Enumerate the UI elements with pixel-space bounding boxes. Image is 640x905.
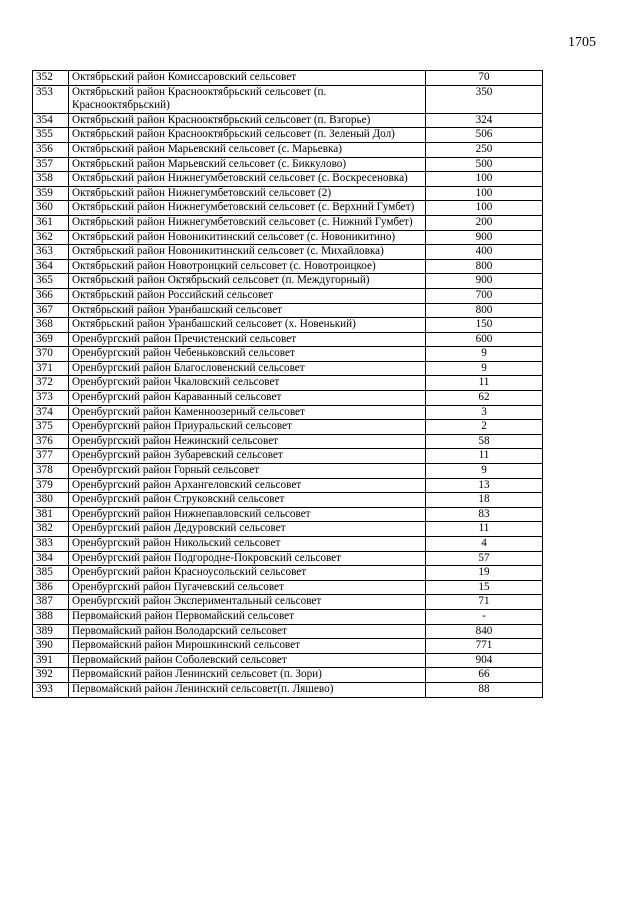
row-number-cell: 370 (33, 347, 69, 362)
row-name-cell: Первомайский район Ленинский сельсовет (п. Зори) (69, 668, 426, 683)
table-row (33, 288, 543, 303)
table-row (33, 551, 543, 566)
row-value-cell: 324 (426, 113, 543, 128)
row-name-cell: Оренбургский район Зубаревский сельсовет (69, 449, 426, 464)
table-row (33, 303, 543, 318)
table-row (33, 624, 543, 639)
row-name-cell: Оренбургский район Пугачевский сельсовет (69, 580, 426, 595)
row-value-cell: 2 (426, 420, 543, 435)
row-value-cell: 3 (426, 405, 543, 420)
row-value-cell: 19 (426, 566, 543, 581)
row-name-cell: Октябрьский район Новотроицкий сельсовет (с. Новотроицкое) (69, 259, 426, 274)
row-name-cell: Октябрьский район Новоникитинский сельсовет (с. Новоникитино) (69, 230, 426, 245)
row-name-cell: Оренбургский район Никольский сельсовет (69, 537, 426, 552)
row-value-cell: 250 (426, 142, 543, 157)
table-row (33, 376, 543, 391)
row-number-cell: 367 (33, 303, 69, 318)
row-number-cell: 377 (33, 449, 69, 464)
table-row (33, 230, 543, 245)
row-name-cell: Октябрьский район Российский сельсовет (69, 288, 426, 303)
row-number-cell: 379 (33, 478, 69, 493)
table-row (33, 639, 543, 654)
row-name-cell: Оренбургский район Красноусольский сельсовет (69, 566, 426, 581)
row-value-cell: 9 (426, 361, 543, 376)
table-row (33, 201, 543, 216)
table-row (33, 391, 543, 406)
row-name-cell: Октябрьский район Новоникитинский сельсовет (с. Михайловка) (69, 245, 426, 260)
row-value-cell: 88 (426, 682, 543, 697)
table-row (33, 318, 543, 333)
table-row (33, 274, 543, 289)
row-number-cell: 393 (33, 682, 69, 697)
row-name-cell: Оренбургский район Пречистенский сельсовет (69, 332, 426, 347)
row-name-cell: Оренбургский район Каменноозерный сельсовет (69, 405, 426, 420)
row-number-cell: 390 (33, 639, 69, 654)
row-value-cell: 13 (426, 478, 543, 493)
row-name-cell: Оренбургский район Благословенский сельсовет (69, 361, 426, 376)
row-value-cell: 15 (426, 580, 543, 595)
row-name-cell: Октябрьский район Октябрьский сельсовет (п. Междугорный) (69, 274, 426, 289)
table-row (33, 142, 543, 157)
row-value-cell: 700 (426, 288, 543, 303)
row-number-cell: 374 (33, 405, 69, 420)
row-number-cell: 385 (33, 566, 69, 581)
row-value-cell: 100 (426, 172, 543, 187)
row-number-cell: 380 (33, 493, 69, 508)
row-name-cell: Оренбургский район Нижнепавловский сельсовет (69, 507, 426, 522)
table-row (33, 507, 543, 522)
row-value-cell: 11 (426, 522, 543, 537)
row-value-cell: 9 (426, 347, 543, 362)
row-number-cell: 375 (33, 420, 69, 435)
row-number-cell: 356 (33, 142, 69, 157)
row-name-cell: Октябрьский район Марьевский сельсовет (с. Марьевка) (69, 142, 426, 157)
row-number-cell: 383 (33, 537, 69, 552)
row-value-cell: 11 (426, 376, 543, 391)
row-name-cell: Октябрьский район Нижнегумбетовский сельсовет (с. Нижний Гумбет) (69, 215, 426, 230)
table-row (33, 215, 543, 230)
table-row (33, 609, 543, 624)
table-row (33, 347, 543, 362)
row-value-cell: 71 (426, 595, 543, 610)
row-number-cell: 372 (33, 376, 69, 391)
row-name-cell: Первомайский район Соболевский сельсовет (69, 653, 426, 668)
row-value-cell: 57 (426, 551, 543, 566)
row-value-cell: 900 (426, 230, 543, 245)
row-number-cell: 361 (33, 215, 69, 230)
row-number-cell: 353 (33, 85, 69, 113)
table-row (33, 245, 543, 260)
row-number-cell: 391 (33, 653, 69, 668)
row-value-cell: 18 (426, 493, 543, 508)
row-name-cell: Октябрьский район Нижнегумбетовский сельсовет (с. Верхний Гумбет) (69, 201, 426, 216)
row-name-cell: Оренбургский район Струковский сельсовет (69, 493, 426, 508)
table-row (33, 332, 543, 347)
row-name-cell: Оренбургский район Горный сельсовет (69, 464, 426, 479)
table-row (33, 522, 543, 537)
row-value-cell: 58 (426, 434, 543, 449)
row-value-cell: 4 (426, 537, 543, 552)
row-number-cell: 366 (33, 288, 69, 303)
row-value-cell: 66 (426, 668, 543, 683)
row-number-cell: 371 (33, 361, 69, 376)
table-row (33, 113, 543, 128)
row-number-cell: 388 (33, 609, 69, 624)
row-value-cell: 11 (426, 449, 543, 464)
row-value-cell: 100 (426, 201, 543, 216)
row-name-cell: Первомайский район Володарский сельсовет (69, 624, 426, 639)
row-value-cell: 70 (426, 71, 543, 86)
row-name-cell: Октябрьский район Комиссаровский сельсовет (69, 71, 426, 86)
table-row (33, 493, 543, 508)
row-number-cell: 364 (33, 259, 69, 274)
table-row (33, 259, 543, 274)
table-row (33, 71, 543, 86)
row-value-cell: 900 (426, 274, 543, 289)
row-number-cell: 368 (33, 318, 69, 333)
data-table (32, 70, 543, 698)
table-row (33, 682, 543, 697)
table-row (33, 420, 543, 435)
row-name-cell: Октябрьский район Нижнегумбетовский сельсовет (2) (69, 186, 426, 201)
table-row (33, 449, 543, 464)
table-row (33, 464, 543, 479)
row-name-cell: Октябрьский район Марьевский сельсовет (с. Биккулово) (69, 157, 426, 172)
table-row (33, 595, 543, 610)
row-value-cell: 800 (426, 303, 543, 318)
row-value-cell: 840 (426, 624, 543, 639)
row-value-cell: 400 (426, 245, 543, 260)
row-value-cell: 350 (426, 85, 543, 113)
row-name-cell: Октябрьский район Уранбашский сельсовет (х. Новенький) (69, 318, 426, 333)
row-name-cell: Первомайский район Ленинский сельсовет(п. Ляшево) (69, 682, 426, 697)
row-name-cell: Октябрьский район Нижнегумбетовский сельсовет (с. Воскресеновка) (69, 172, 426, 187)
row-value-cell: 506 (426, 128, 543, 143)
row-value-cell: 500 (426, 157, 543, 172)
row-number-cell: 358 (33, 172, 69, 187)
table-row (33, 361, 543, 376)
table-row (33, 580, 543, 595)
table-row (33, 566, 543, 581)
row-number-cell: 373 (33, 391, 69, 406)
row-value-cell: 904 (426, 653, 543, 668)
row-name-cell: Оренбургский район Караванный сельсовет (69, 391, 426, 406)
row-number-cell: 355 (33, 128, 69, 143)
row-name-cell: Оренбургский район Дедуровский сельсовет (69, 522, 426, 537)
row-number-cell: 378 (33, 464, 69, 479)
row-number-cell: 354 (33, 113, 69, 128)
row-name-cell: Октябрьский район Краснооктябрьский сельсовет (п. Зеленый Дол) (69, 128, 426, 143)
table-row (33, 653, 543, 668)
row-name-cell: Оренбургский район Архангеловский сельсовет (69, 478, 426, 493)
row-number-cell: 384 (33, 551, 69, 566)
row-name-cell: Оренбургский район Чебеньковский сельсовет (69, 347, 426, 362)
row-name-cell: Первомайский район Первомайский сельсовет (69, 609, 426, 624)
row-number-cell: 369 (33, 332, 69, 347)
row-number-cell: 392 (33, 668, 69, 683)
table-row (33, 157, 543, 172)
row-value-cell: 62 (426, 391, 543, 406)
row-name-cell: Оренбургский район Приуральский сельсовет (69, 420, 426, 435)
row-number-cell: 357 (33, 157, 69, 172)
row-number-cell: 382 (33, 522, 69, 537)
row-name-cell: Оренбургский район Чкаловский сельсовет (69, 376, 426, 391)
table-row (33, 537, 543, 552)
row-number-cell: 376 (33, 434, 69, 449)
row-name-cell: Октябрьский район Краснооктябрьский сельсовет (п. Взгорье) (69, 113, 426, 128)
table-row (33, 85, 543, 113)
table-row (33, 434, 543, 449)
row-value-cell: 600 (426, 332, 543, 347)
row-name-cell: Октябрьский район Уранбашский сельсовет (69, 303, 426, 318)
row-number-cell: 360 (33, 201, 69, 216)
row-value-cell: 100 (426, 186, 543, 201)
row-name-cell: Оренбургский район Подгородне-Покровский сельсовет (69, 551, 426, 566)
row-value-cell: 800 (426, 259, 543, 274)
row-value-cell: 771 (426, 639, 543, 654)
table-row (33, 668, 543, 683)
row-number-cell: 363 (33, 245, 69, 260)
row-number-cell: 362 (33, 230, 69, 245)
table-row (33, 478, 543, 493)
table-row (33, 186, 543, 201)
row-number-cell: 359 (33, 186, 69, 201)
row-value-cell: 200 (426, 215, 543, 230)
row-name-cell: Оренбургский район Нежинский сельсовет (69, 434, 426, 449)
row-number-cell: 352 (33, 71, 69, 86)
table-row (33, 405, 543, 420)
row-value-cell: 83 (426, 507, 543, 522)
row-number-cell: 381 (33, 507, 69, 522)
row-number-cell: 389 (33, 624, 69, 639)
row-value-cell: 9 (426, 464, 543, 479)
table-row (33, 172, 543, 187)
table-body (33, 71, 543, 698)
row-number-cell: 387 (33, 595, 69, 610)
row-value-cell: - (426, 609, 543, 624)
page-number: 1705 (568, 35, 596, 50)
row-value-cell: 150 (426, 318, 543, 333)
row-name-cell: Октябрьский район Краснооктябрьский сельсовет (п. Краснооктябрьский) (69, 85, 426, 113)
row-number-cell: 365 (33, 274, 69, 289)
row-name-cell: Оренбургский район Экспериментальный сельсовет (69, 595, 426, 610)
row-number-cell: 386 (33, 580, 69, 595)
row-name-cell: Первомайский район Мирошкинский сельсовет (69, 639, 426, 654)
table-row (33, 128, 543, 143)
